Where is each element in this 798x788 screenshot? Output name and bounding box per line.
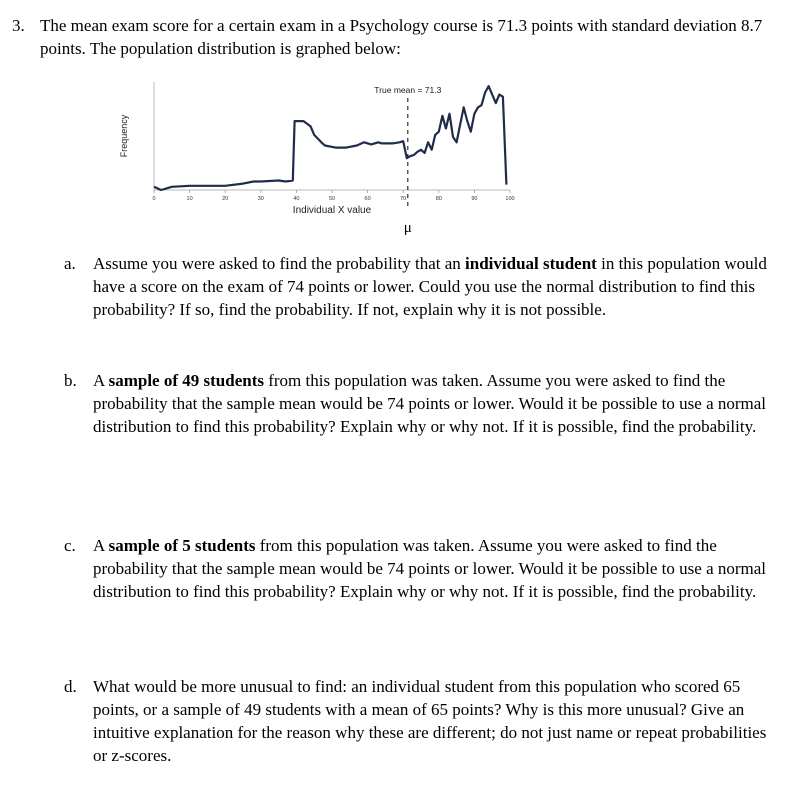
population-distribution-chart: [110, 80, 530, 240]
x-ticks: [152, 190, 514, 202]
mu-symbol: μ: [403, 220, 412, 236]
x-tick-label: 60: [364, 196, 371, 202]
x-tick-label: 10: [186, 196, 193, 202]
x-tick-label: 20: [222, 196, 229, 202]
part-letter: a.: [64, 254, 76, 273]
x-tick-label: 50: [328, 196, 336, 202]
problem-number: 3.: [12, 16, 25, 35]
part-b: [64, 369, 776, 438]
part-text: A sample of 5 students from this population was taken. Assume you were asked to find the probability that the sample mean would be 74 points or lower. Would it be possible to use a normal distribution to find this probability? Explain why or why not. If it is possible, find the probability.: [93, 536, 767, 601]
x-axis-label: Individual X value: [292, 205, 372, 216]
x-tick-label: 30: [257, 196, 264, 202]
part-letter: b.: [64, 371, 77, 390]
part-letter: d.: [64, 677, 77, 696]
population-series-line: [154, 86, 506, 190]
part-text: A sample of 49 students from this population was taken. Assume you were asked to find the probability that the sample mean would be 74 points or lower. Would it be possible to use a normal distribution to find this probability? Explain why or why not. If it is possible, find the probability.: [93, 371, 767, 436]
problem-statement: [12, 14, 782, 60]
part-a: [64, 252, 776, 321]
y-axis-label: Frequency: [119, 114, 129, 158]
part-text: What would be more unusual to find: an individual student from this population who scored 65 points, or a sample of 49 students with a mean of 65 points? Why is this more unusual? Give an intuitive explanation for the reason why these are different; do not just name or repeat probabilities or z-scores.: [93, 677, 767, 765]
x-tick-label: 100: [505, 196, 515, 202]
x-tick-label: 90: [471, 196, 478, 202]
x-tick-label: 80: [435, 196, 442, 202]
true-mean-annotation: True mean = 71.3: [374, 85, 442, 95]
x-tick-label: 0: [152, 196, 156, 202]
part-letter: c.: [64, 536, 76, 555]
part-d: [64, 675, 776, 767]
part-c: [64, 534, 776, 603]
x-tick-label: 40: [293, 196, 300, 202]
x-tick-label: 70: [400, 196, 407, 202]
part-text: Assume you were asked to find the probability that an individual student in this population would have a score on the exam of 74 points or lower. Could you use the normal distribution to find this probability? If so, find the probability. If not, explain why it is not possible.: [93, 254, 767, 319]
problem-stem: The mean exam score for a certain exam in a Psychology course is 71.3 points with standard deviation 8.7 points. The population distribution is graphed below:: [40, 16, 763, 58]
